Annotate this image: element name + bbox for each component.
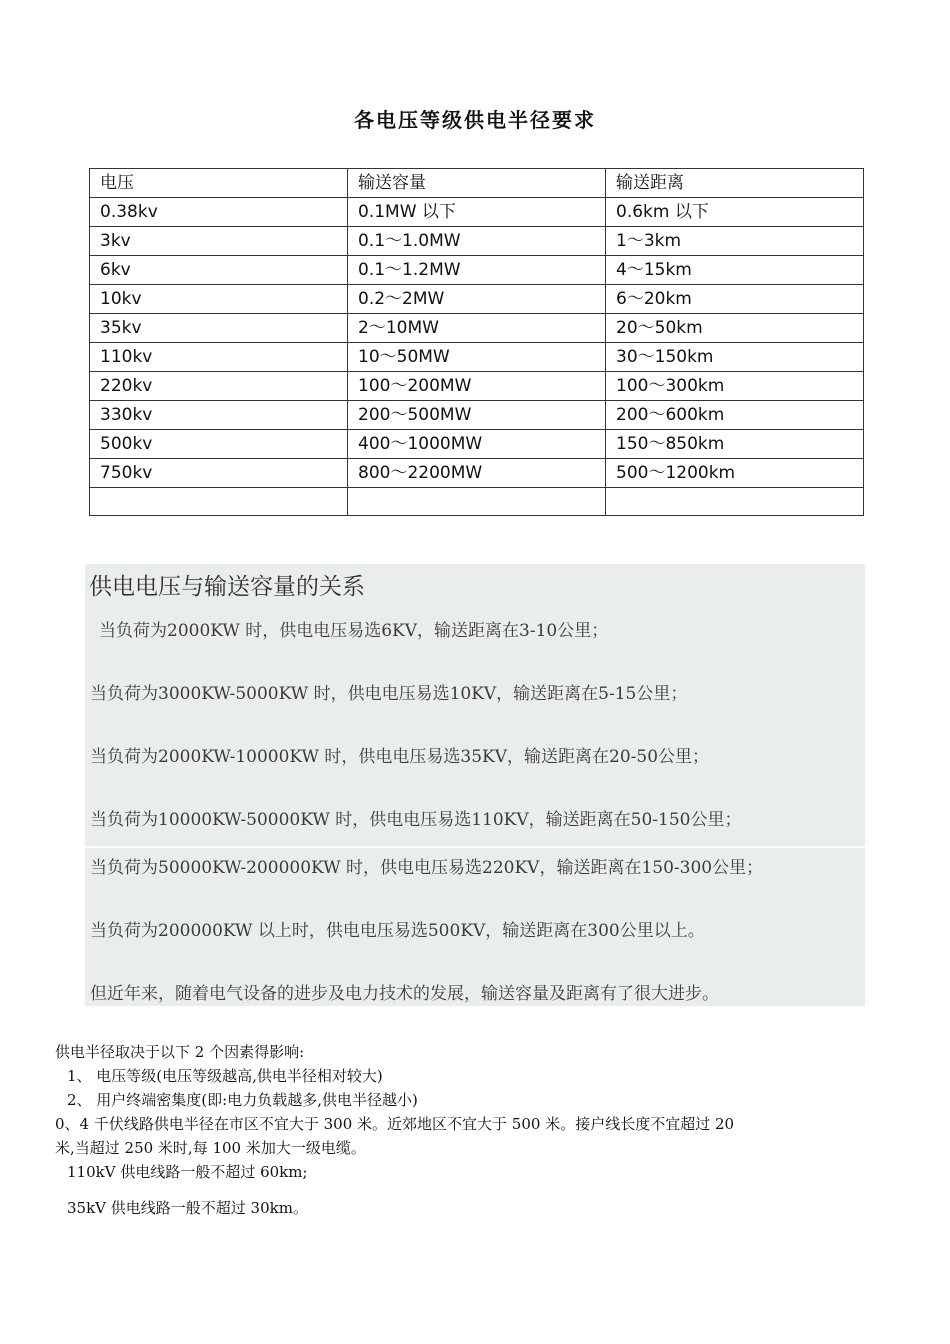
table-row-empty <box>90 488 864 516</box>
table-cell <box>348 488 606 516</box>
table-cell: 200～600km <box>606 401 864 430</box>
notes-intro: 供电半径取决于以下 2 个因素得影响: <box>55 1043 305 1061</box>
table-cell: 30～150km <box>606 343 864 372</box>
notes-factor-1: 1、 电压等级(电压等级越高,供电半径相对较大) <box>67 1067 383 1085</box>
table-cell: 750kv <box>90 459 348 488</box>
header-cell-voltage: 电压 <box>90 169 348 198</box>
notes-35kv-line: 35kV 供电线路一般不超过 30km。 <box>67 1199 308 1217</box>
panel-line: 当负荷为2000KW-10000KW 时，供电电压易选35KV，输送距离在20-50公里； <box>90 747 710 767</box>
table-row <box>90 314 864 343</box>
notes-paragraph-line-1: 0、4 千伏线路供电半径在市区不宜大于 300 米。近郊地区不宜大于 500 米。接户线长度不宜超过 20 <box>55 1115 735 1133</box>
table-cell: 400～1000MW <box>348 430 606 459</box>
table-cell: 3kv <box>90 227 348 256</box>
panel-line: 当负荷为10000KW-50000KW 时，供电电压易选110KV，输送距离在50-150公里； <box>90 810 742 830</box>
panel-line: 但近年来，随着电气设备的进步及电力技术的发展，输送容量及距离有了很大进步。 <box>90 984 719 1004</box>
table-cell: 10～50MW <box>348 343 606 372</box>
table-cell: 0.2～2MW <box>348 285 606 314</box>
table-cell: 800～2200MW <box>348 459 606 488</box>
notes-factor-2: 2、 用户终端密集度(即:电力负载越多,供电半径越小) <box>67 1091 418 1109</box>
table-cell: 500kv <box>90 430 348 459</box>
table-cell <box>606 488 864 516</box>
panel-line: 当负荷为3000KW-5000KW 时，供电电压易选10KV，输送距离在5-15公里； <box>90 684 688 704</box>
table-cell: 0.6km 以下 <box>606 198 864 227</box>
table-cell: 0.1～1.0MW <box>348 227 606 256</box>
table-row <box>90 198 864 227</box>
table-row <box>90 430 864 459</box>
table-cell: 1～3km <box>606 227 864 256</box>
panel-divider <box>85 846 865 848</box>
table-cell: 35kv <box>90 314 348 343</box>
table-cell: 150～850km <box>606 430 864 459</box>
table-cell: 4～15km <box>606 256 864 285</box>
table-cell <box>90 488 348 516</box>
table-cell: 0.1～1.2MW <box>348 256 606 285</box>
table-row <box>90 343 864 372</box>
table-row <box>90 227 864 256</box>
table-row <box>90 285 864 314</box>
notes-section <box>55 1040 895 1220</box>
table-cell: 200～500MW <box>348 401 606 430</box>
table-cell: 100～300km <box>606 372 864 401</box>
table-header-row <box>90 169 864 198</box>
table-cell: 2～10MW <box>348 314 606 343</box>
panel-line: 当负荷为200000KW 以上时，供电电压易选500KV，输送距离在300公里以上。 <box>90 921 705 941</box>
table-row <box>90 459 864 488</box>
notes-110kv-line: 110kV 供电线路一般不超过 60km; <box>67 1163 308 1181</box>
voltage-radius-table <box>89 168 864 516</box>
table-row <box>90 372 864 401</box>
table-row <box>90 401 864 430</box>
table-cell: 110kv <box>90 343 348 372</box>
table-cell: 10kv <box>90 285 348 314</box>
notes-paragraph-line-2: 米,当超过 250 米时,每 100 米加大一级电缆。 <box>55 1139 366 1157</box>
table-row <box>90 256 864 285</box>
header-cell-capacity: 输送容量 <box>348 169 606 198</box>
table-cell: 20～50km <box>606 314 864 343</box>
table-cell: 0.1MW 以下 <box>348 198 606 227</box>
voltage-capacity-panel <box>85 564 865 1006</box>
panel-line: 当负荷为2000KW 时，供电电压易选6KV，输送距离在3-10公里； <box>99 621 609 641</box>
panel-line: 当负荷为50000KW-200000KW 时，供电电压易选220KV，输送距离在150-300公里； <box>90 858 764 878</box>
panel-title: 供电电压与输送容量的关系 <box>89 574 365 600</box>
table-cell: 6kv <box>90 256 348 285</box>
header-cell-distance: 输送距离 <box>606 169 864 198</box>
table-cell: 0.38kv <box>90 198 348 227</box>
table-cell: 220kv <box>90 372 348 401</box>
table-cell: 100～200MW <box>348 372 606 401</box>
table-cell: 6～20km <box>606 285 864 314</box>
table-cell: 500～1200km <box>606 459 864 488</box>
table-cell: 330kv <box>90 401 348 430</box>
page-title: 各电压等级供电半径要求 <box>354 108 596 132</box>
